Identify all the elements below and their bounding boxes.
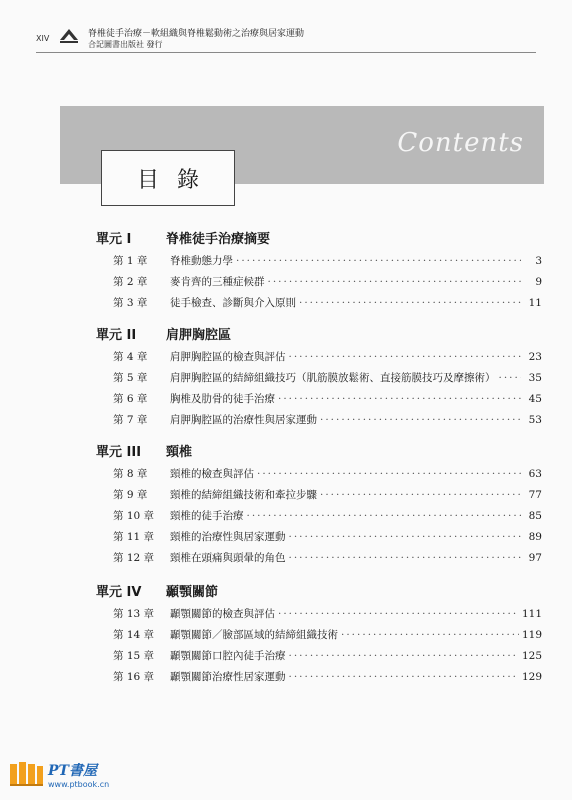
chapter-title: 頸椎的結締組織技術和牽拉步驟 <box>170 489 317 501</box>
unit-label: 單元 II <box>96 328 137 343</box>
chapter-entry[interactable] <box>113 529 542 544</box>
mulu-heading: 目錄 <box>101 150 235 206</box>
chapter-label: 第 13 章 <box>113 608 155 620</box>
chapter-label: 第 5 章 <box>113 372 148 384</box>
chapter-title: 頸椎的檢查與評估 <box>170 468 254 480</box>
chapter-entry[interactable] <box>113 669 542 684</box>
chapter-entry[interactable] <box>113 391 542 406</box>
chapter-label: 第 6 章 <box>113 393 148 405</box>
chapter-page: 53 <box>528 414 542 426</box>
chapter-label: 第 4 章 <box>113 351 148 363</box>
chapter-entry[interactable] <box>113 466 542 481</box>
unit-label: 單元 IV <box>96 585 142 600</box>
chapter-label: 第 10 章 <box>113 510 155 522</box>
publisher-logo-icon <box>58 26 80 44</box>
unit-label: 單元 I <box>96 232 132 247</box>
chapter-title: 徒手檢查、診斷與介入原則 <box>170 297 296 309</box>
dot-leader <box>236 255 521 267</box>
chapter-label: 第 11 章 <box>113 531 155 543</box>
chapter-page: 63 <box>528 468 542 480</box>
dot-leader <box>320 414 521 426</box>
chapter-page: 119 <box>521 629 542 641</box>
page-number: XIV <box>36 34 50 43</box>
chapter-title: 胸椎及肋骨的徒手治療 <box>170 393 275 405</box>
chapter-title: 顳顎關節治療性居家運動 <box>170 671 286 683</box>
chapter-entry[interactable] <box>113 253 542 268</box>
chapter-page: 23 <box>528 351 542 363</box>
chapter-page: 77 <box>528 489 542 501</box>
chapter-label: 第 1 章 <box>113 255 148 267</box>
chapter-entry[interactable] <box>113 349 542 364</box>
chapter-page: 9 <box>535 276 542 288</box>
dot-leader <box>320 489 521 501</box>
table-of-contents <box>96 228 542 684</box>
dot-leader <box>289 671 519 683</box>
chapter-page: 125 <box>521 650 542 662</box>
dot-leader <box>278 393 521 405</box>
chapter-label: 第 15 章 <box>113 650 155 662</box>
unit-title: 肩胛胸腔區 <box>166 328 232 343</box>
dot-leader <box>257 468 521 480</box>
chapter-entry[interactable] <box>113 274 542 289</box>
chapter-label: 第 9 章 <box>113 489 148 501</box>
dot-leader <box>341 629 519 641</box>
chapter-title: 頸椎在頭痛與頭暈的角色 <box>170 552 286 564</box>
chapter-label: 第 12 章 <box>113 552 155 564</box>
chapter-page: 89 <box>528 531 542 543</box>
dot-leader <box>268 276 522 288</box>
unit-title: 脊椎徒手治療摘要 <box>166 232 271 247</box>
books-logo-icon <box>8 758 46 788</box>
footer-brand: PT書屋 <box>48 763 97 779</box>
dot-leader <box>278 608 519 620</box>
chapter-title: 肩胛胸腔區的檢查與評估 <box>170 351 286 363</box>
chapter-page: 11 <box>528 297 542 309</box>
chapter-page: 45 <box>528 393 542 405</box>
dot-leader <box>247 510 522 522</box>
chapter-entry[interactable] <box>113 648 542 663</box>
chapter-entry[interactable] <box>113 487 542 502</box>
chapter-title: 脊椎動態力學 <box>170 255 233 267</box>
chapter-entry[interactable] <box>113 370 542 385</box>
dot-leader <box>289 531 522 543</box>
chapter-page: 97 <box>528 552 542 564</box>
chapter-page: 111 <box>521 608 542 620</box>
chapter-label: 第 7 章 <box>113 414 148 426</box>
unit-heading <box>96 228 542 247</box>
chapter-title: 顳顎關節／臉部區域的結締組織技術 <box>170 629 338 641</box>
chapter-title: 頸椎的徒手治療 <box>170 510 244 522</box>
chapter-label: 第 8 章 <box>113 468 148 480</box>
chapter-title: 肩胛胸腔區的治療性與居家運動 <box>170 414 317 426</box>
publisher-name: 合記圖書出版社 發行 <box>88 40 163 49</box>
chapter-entry[interactable] <box>113 627 542 642</box>
unit-heading <box>96 441 542 460</box>
chapter-entry[interactable] <box>113 412 542 427</box>
chapter-entry[interactable] <box>113 550 542 565</box>
header-divider <box>36 52 536 53</box>
book-title: 脊椎徒手治療－軟組織與脊椎鬆動術之治療與居家運動 <box>88 29 305 39</box>
unit-title: 顳顎關節 <box>166 585 219 600</box>
dot-leader <box>499 372 522 384</box>
contents-heading: Contents <box>397 128 524 158</box>
dot-leader <box>289 351 522 363</box>
dot-leader <box>299 297 521 309</box>
unit-label: 單元 III <box>96 445 142 460</box>
chapter-label: 第 2 章 <box>113 276 148 288</box>
dot-leader <box>289 650 519 662</box>
footer-url[interactable]: www.ptbook.cn <box>48 780 110 789</box>
dot-leader <box>289 552 522 564</box>
chapter-entry[interactable] <box>113 508 542 523</box>
chapter-page: 35 <box>528 372 542 384</box>
unit-heading <box>96 581 542 600</box>
chapter-title: 肩胛胸腔區的結締組織技巧（肌筋膜放鬆術、直接筋膜技巧及摩擦術） <box>170 372 496 384</box>
unit-title: 頸椎 <box>166 445 193 460</box>
unit-heading <box>96 324 542 343</box>
chapter-page: 129 <box>521 671 542 683</box>
chapter-page: 3 <box>535 255 542 267</box>
chapter-label: 第 16 章 <box>113 671 155 683</box>
chapter-label: 第 3 章 <box>113 297 148 309</box>
chapter-title: 麥肯齊的三種症候群 <box>170 276 265 288</box>
chapter-label: 第 14 章 <box>113 629 155 641</box>
chapter-entry[interactable] <box>113 606 542 621</box>
chapter-page: 85 <box>528 510 542 522</box>
chapter-title: 顳顎關節的檢查與評估 <box>170 608 275 620</box>
chapter-title: 顳顎關節口腔內徒手治療 <box>170 650 286 662</box>
chapter-title: 頸椎的治療性與居家運動 <box>170 531 286 543</box>
chapter-entry[interactable] <box>113 295 542 310</box>
